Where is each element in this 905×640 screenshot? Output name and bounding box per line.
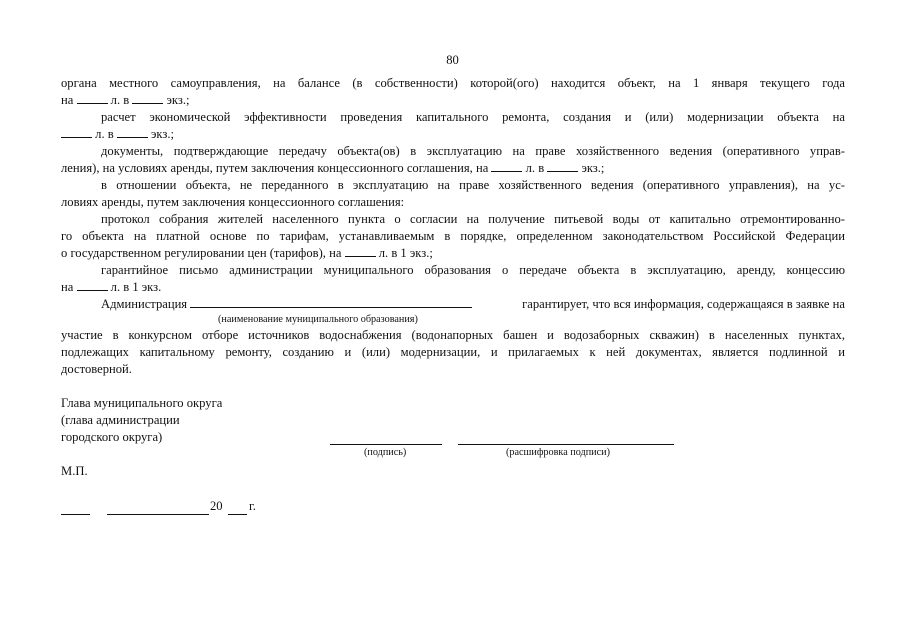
paragraph-line: го объекта на платной основе по тарифам, устанавливаемым в порядке, определенном законодательством Российской Федерации (61, 229, 845, 243)
text: л. в 1 экз.; (378, 246, 433, 260)
text: Администрация (101, 296, 472, 313)
paragraph-line (61, 160, 845, 177)
paragraph-line: достоверной. (61, 362, 132, 376)
text: л. в 1 экз. (110, 280, 162, 294)
signatory-title: (глава администрации (61, 413, 180, 427)
blank-field (132, 92, 163, 104)
date-day-line (61, 514, 90, 515)
paragraph-line (61, 296, 845, 313)
blank-field (117, 126, 148, 138)
signature-decode-line (458, 444, 674, 445)
signatory-title: Глава муниципального округа (61, 396, 223, 410)
text: л. в (525, 161, 545, 175)
paragraph-line (61, 92, 845, 109)
text: экз.; (151, 127, 174, 141)
field-caption: (наименование муниципального образования) (218, 314, 418, 325)
document-body (61, 75, 845, 378)
date-year-prefix: 20 (210, 499, 223, 513)
paragraph-line (61, 279, 845, 296)
paragraph-line: участие в конкурсном отборе источников водоснабжения (водонапорных башен и водозаборных скважин) в населенных пунктах, (61, 328, 845, 342)
date-year-line (228, 514, 247, 515)
municipality-name-field (190, 296, 472, 308)
paragraph-line: документы, подтверждающие передачу объекта(ов) в эксплуатацию на праве хозяйственного ведения (оперативного управ- (101, 144, 845, 158)
paragraph-line: расчет экономической эффективности проведения капитального ремонта, создания и (или) модернизации объекта на (101, 110, 845, 124)
date-suffix: г. (249, 499, 256, 513)
paragraph-line: органа местного самоуправления, на балансе (в собственности) которой(ого) находится объект, на 1 января текущего года (61, 76, 845, 90)
text: л. в (95, 127, 114, 141)
blank-field (345, 245, 376, 257)
text: экз.; (581, 161, 605, 175)
blank-field (77, 279, 108, 291)
paragraph-line: подлежащих капитальному ремонту, созданию и (или) модернизации, и прилагаемых к ней документах, является подлинной и (61, 345, 845, 359)
blank-field (61, 126, 92, 138)
text: л. в (110, 93, 130, 107)
paragraph-line: в отношении объекта, не переданного в эксплуатацию на праве хозяйственного ведения (оперативного управления), на ус- (101, 178, 845, 192)
text: о государственном регулировании цен (тарифов), на (61, 246, 342, 260)
blank-field (77, 92, 108, 104)
paragraph-line (61, 126, 845, 143)
signature-line (330, 444, 442, 445)
text: на (61, 93, 74, 107)
blank-field (491, 160, 522, 172)
paragraph-line: гарантийное письмо администрации муниципального образования о передаче объекта в эксплуатацию, аренду, концессию (101, 263, 845, 277)
signatory-title: городского округа) (61, 430, 163, 444)
text: экз.; (166, 93, 190, 107)
text: гарантирует, что вся информация, содержащаяся в заявке на (522, 297, 845, 311)
blank-field (547, 160, 578, 172)
stamp-place: М.П. (61, 464, 88, 478)
date-month-line (107, 514, 209, 515)
paragraph-line: протокол собрания жителей населенного пункта о согласии на получение питьевой воды от капитально отремонтированно- (101, 212, 845, 226)
signature-caption: (подпись) (364, 447, 407, 458)
signature-decode-caption: (расшифровка подписи) (506, 447, 610, 458)
text: ления), на условиях аренды, путем заключения концессионного соглашения, на (61, 161, 489, 175)
paragraph-line (61, 245, 845, 262)
paragraph-line: ловиях аренды, путем заключения концессионного соглашения: (61, 195, 405, 209)
page-number: 80 (446, 53, 459, 67)
text: на (61, 280, 74, 294)
